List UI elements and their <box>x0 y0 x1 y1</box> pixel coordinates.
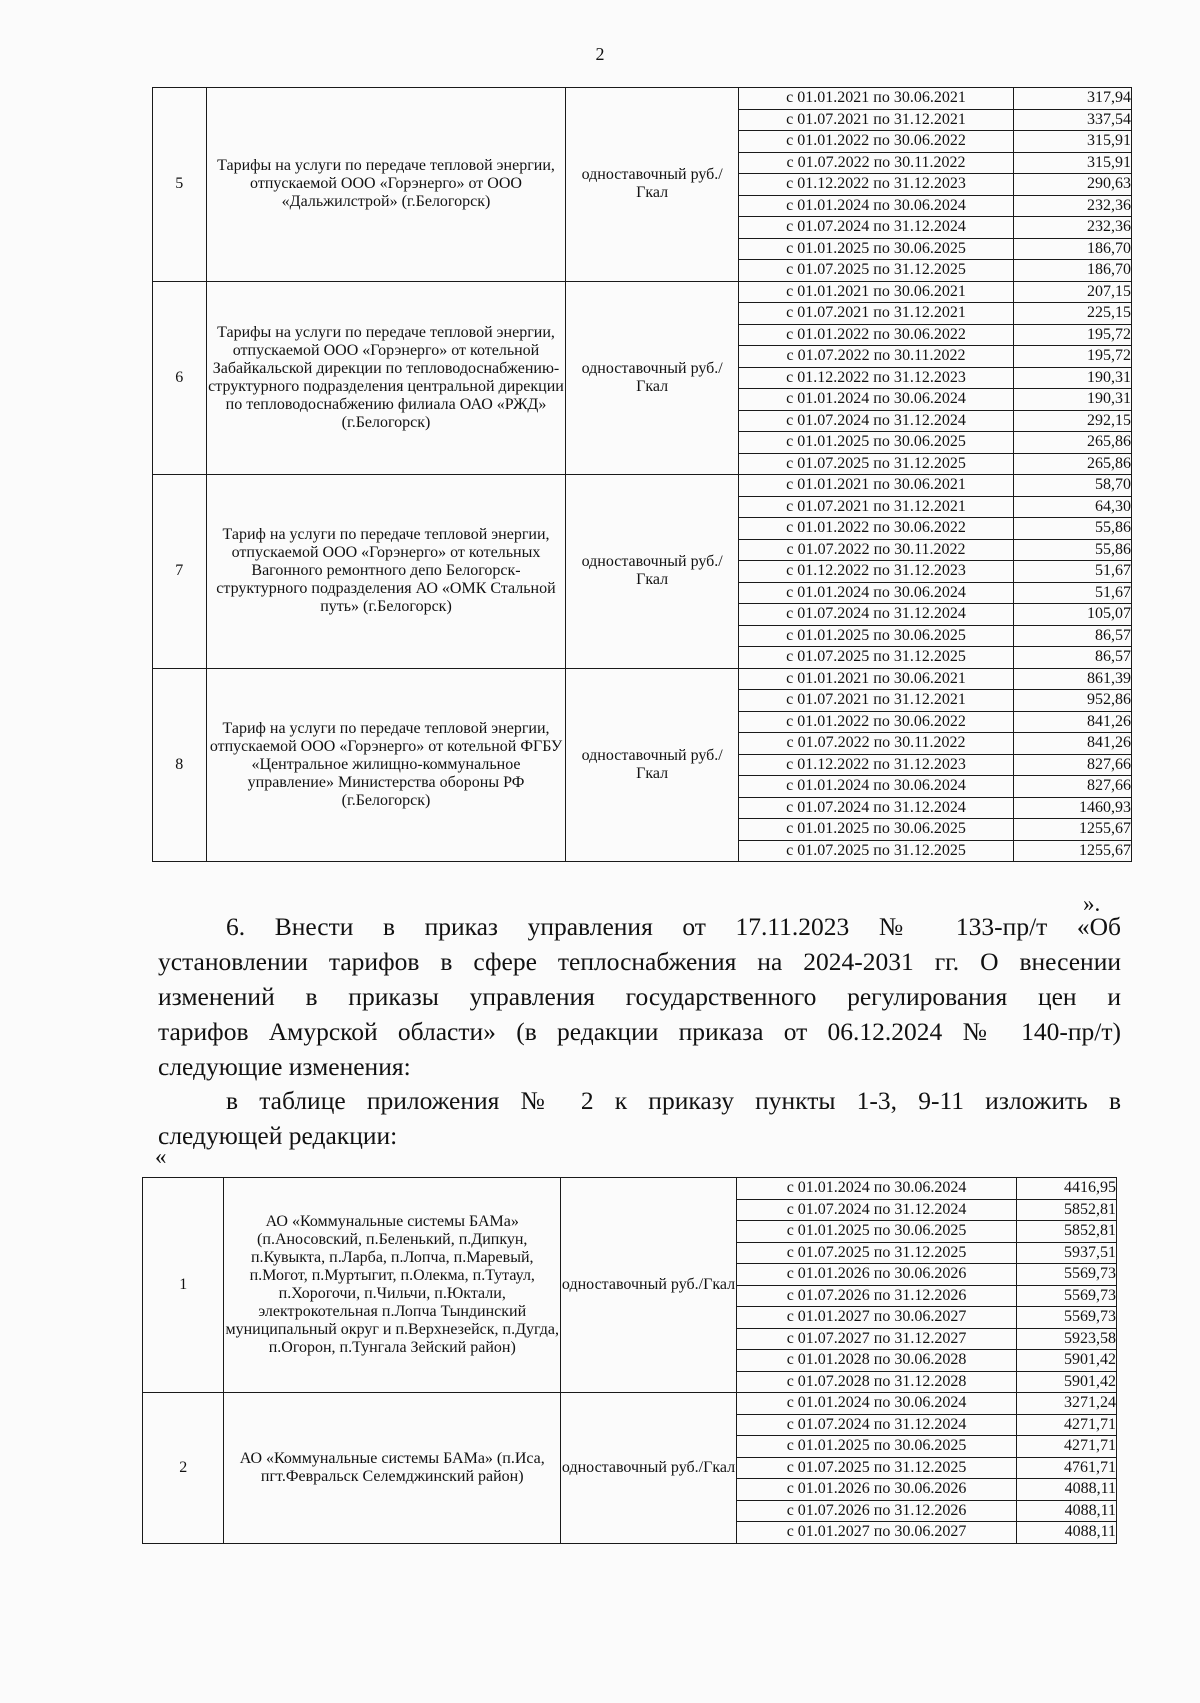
tariff-period: с 01.01.2025 по 30.06.2025 <box>736 1436 1016 1458</box>
tariff-period: с 01.07.2025 по 31.12.2025 <box>738 840 1013 862</box>
tariff-value: 195,72 <box>1014 346 1132 368</box>
tariff-value: 861,39 <box>1014 668 1132 690</box>
tariff-period: с 01.12.2022 по 31.12.2023 <box>738 754 1013 776</box>
tariff-value: 1460,93 <box>1014 797 1132 819</box>
tariff-value: 4416,95 <box>1017 1178 1117 1200</box>
tariff-period: с 01.01.2025 по 30.06.2025 <box>736 1221 1016 1243</box>
tariff-period: с 01.07.2021 по 31.12.2021 <box>738 496 1013 518</box>
tariff-period: с 01.01.2027 по 30.06.2027 <box>736 1522 1016 1544</box>
tariff-period: с 01.01.2021 по 30.06.2021 <box>738 281 1013 303</box>
tariff-value: 186,70 <box>1014 238 1132 260</box>
tariff-unit: одноставочный руб./Гкал <box>561 1393 737 1544</box>
tariff-period: с 01.07.2027 по 31.12.2027 <box>736 1328 1016 1350</box>
tariff-period: с 01.07.2025 по 31.12.2025 <box>738 260 1013 282</box>
tariff-value: 5852,81 <box>1017 1221 1117 1243</box>
tariff-value: 5901,42 <box>1017 1350 1117 1372</box>
tariff-value: 186,70 <box>1014 260 1132 282</box>
tariff-period: с 01.07.2028 по 31.12.2028 <box>736 1371 1016 1393</box>
tariff-period: с 01.07.2022 по 30.11.2022 <box>738 346 1013 368</box>
tariff-value: 841,26 <box>1014 733 1132 755</box>
tariff-period: с 01.07.2022 по 30.11.2022 <box>738 733 1013 755</box>
row-number: 7 <box>153 475 207 669</box>
tariff-period: с 01.01.2024 по 30.06.2024 <box>736 1178 1016 1200</box>
tariff-value: 4088,11 <box>1017 1522 1117 1544</box>
tariff-period: с 01.07.2024 по 31.12.2024 <box>736 1414 1016 1436</box>
tariff-period: с 01.07.2025 по 31.12.2025 <box>738 647 1013 669</box>
tariff-period: с 01.01.2028 по 30.06.2028 <box>736 1350 1016 1372</box>
tariff-table-b <box>142 1177 1117 1544</box>
tariff-description: Тариф на услуги по передаче тепловой энергии, отпускаемой ООО «Горэнерго» от котельных Вагонного ремонтного депо Белогорск-структурного подразделения АО «ОМК Стальной путь» (г.Белогорск) <box>206 475 566 669</box>
tariff-unit: одноставочный руб./Гкал <box>566 668 738 862</box>
tariff-period: с 01.01.2021 по 30.06.2021 <box>738 668 1013 690</box>
paragraph-line: следующей редакции: <box>158 1121 398 1150</box>
tariff-value: 317,94 <box>1014 88 1132 110</box>
tariff-value: 207,15 <box>1014 281 1132 303</box>
tariff-period: с 01.01.2025 по 30.06.2025 <box>738 238 1013 260</box>
tariff-value: 55,86 <box>1014 539 1132 561</box>
tariff-period: с 01.01.2025 по 30.06.2025 <box>738 625 1013 647</box>
tariff-value: 55,86 <box>1014 518 1132 540</box>
tariff-period: с 01.07.2024 по 31.12.2024 <box>738 604 1013 626</box>
tariff-description: Тарифы на услуги по передаче тепловой энергии, отпускаемой ООО «Горэнерго» от котельной Забайкальской дирекции по тепловодоснабжению- структурного подразделения центральной дирекции по тепловодоснабжению филиала ОАО «РЖД» (г.Белогорск) <box>206 281 566 475</box>
tariff-value: 190,31 <box>1014 389 1132 411</box>
tariff-period: с 01.07.2022 по 30.11.2022 <box>738 152 1013 174</box>
tariff-table-a <box>152 87 1132 862</box>
tariff-value: 5937,51 <box>1017 1242 1117 1264</box>
tariff-value: 5569,73 <box>1017 1264 1117 1286</box>
tariff-period: с 01.01.2024 по 30.06.2024 <box>736 1393 1016 1415</box>
tariff-period: с 01.07.2024 по 31.12.2024 <box>738 797 1013 819</box>
tariff-value: 51,67 <box>1014 582 1132 604</box>
tariff-value: 86,57 <box>1014 625 1132 647</box>
tariff-period: с 01.07.2021 по 31.12.2021 <box>738 303 1013 325</box>
tariff-period: с 01.01.2022 по 30.06.2022 <box>738 711 1013 733</box>
paragraph-line: следующие изменения: <box>158 1052 411 1081</box>
tariff-value: 290,63 <box>1014 174 1132 196</box>
row-number: 5 <box>153 88 207 282</box>
tariff-period: с 01.01.2026 по 30.06.2026 <box>736 1479 1016 1501</box>
tariff-value: 3271,24 <box>1017 1393 1117 1415</box>
tariff-value: 827,66 <box>1014 754 1132 776</box>
tariff-period: с 01.01.2022 по 30.06.2022 <box>738 518 1013 540</box>
tariff-unit: одноставочный руб./Гкал <box>566 475 738 669</box>
tariff-unit: одноставочный руб./Гкал <box>561 1178 737 1393</box>
paragraph-line: изменений в приказы управления государственного регулирования цен и <box>158 982 1121 1011</box>
tariff-value: 4761,71 <box>1017 1457 1117 1479</box>
table-row <box>143 1178 1117 1200</box>
tariff-value: 315,91 <box>1014 131 1132 153</box>
tariff-value: 64,30 <box>1014 496 1132 518</box>
tariff-period: с 01.07.2024 по 31.12.2024 <box>736 1199 1016 1221</box>
tariff-table-b-body <box>143 1178 1117 1544</box>
tariff-period: с 01.01.2027 по 30.06.2027 <box>736 1307 1016 1329</box>
tariff-period: с 01.07.2024 по 31.12.2024 <box>738 217 1013 239</box>
tariff-value: 5901,42 <box>1017 1371 1117 1393</box>
tariff-value: 5923,58 <box>1017 1328 1117 1350</box>
tariff-value: 1255,67 <box>1014 819 1132 841</box>
tariff-value: 190,31 <box>1014 367 1132 389</box>
tariff-value: 232,36 <box>1014 195 1132 217</box>
paragraph-line: установлении тарифов в сфере теплоснабжения на 2024-2031 гг. О внесении <box>158 947 1121 976</box>
tariff-period: с 01.07.2026 по 31.12.2026 <box>736 1500 1016 1522</box>
table-row <box>143 1393 1117 1415</box>
tariff-period: с 01.12.2022 по 31.12.2023 <box>738 561 1013 583</box>
tariff-period: с 01.07.2025 по 31.12.2025 <box>738 453 1013 475</box>
tariff-period: с 01.01.2022 по 30.06.2022 <box>738 324 1013 346</box>
tariff-period: с 01.01.2022 по 30.06.2022 <box>738 131 1013 153</box>
tariff-value: 5569,73 <box>1017 1285 1117 1307</box>
tariff-table-a-body <box>153 88 1132 862</box>
tariff-value: 4271,71 <box>1017 1414 1117 1436</box>
row-number: 1 <box>143 1178 224 1393</box>
tariff-description: АО «Коммунальные системы БАМа» (п.Иса, пгт.Февральск Селемджинский район) <box>224 1393 561 1544</box>
paragraph-line: тарифов Амурской области» (в редакции приказа от 06.12.2024 № 140-пр/т) <box>158 1017 1121 1046</box>
paragraph-amendment <box>158 909 1121 1084</box>
tariff-period: с 01.12.2022 по 31.12.2023 <box>738 367 1013 389</box>
paragraph-line: 6. Внести в приказ управления от 17.11.2023 № 133-пр/т «Об <box>226 912 1121 941</box>
tariff-value: 51,67 <box>1014 561 1132 583</box>
row-number: 6 <box>153 281 207 475</box>
tariff-description: Тариф на услуги по передаче тепловой энергии, отпускаемой ООО «Горэнерго» от котельной ФГБУ «Центральное жилищно-коммунальное управление» Министерства обороны РФ (г.Белогорск) <box>206 668 566 862</box>
tariff-value: 225,15 <box>1014 303 1132 325</box>
table-row <box>153 668 1132 690</box>
tariff-period: с 01.01.2024 по 30.06.2024 <box>738 195 1013 217</box>
row-number: 2 <box>143 1393 224 1544</box>
table-row <box>153 475 1132 497</box>
tariff-value: 337,54 <box>1014 109 1132 131</box>
tariff-period: с 01.01.2026 по 30.06.2026 <box>736 1264 1016 1286</box>
tariff-value: 4088,11 <box>1017 1500 1117 1522</box>
tariff-value: 5852,81 <box>1017 1199 1117 1221</box>
tariff-period: с 01.07.2022 по 30.11.2022 <box>738 539 1013 561</box>
tariff-period: с 01.07.2021 по 31.12.2021 <box>738 109 1013 131</box>
tariff-value: 265,86 <box>1014 432 1132 454</box>
paragraph-line: в таблице приложения № 2 к приказу пункты 1-3, 9-11 изложить в <box>226 1086 1121 1115</box>
tariff-period: с 01.01.2021 по 30.06.2021 <box>738 475 1013 497</box>
tariff-period: с 01.12.2022 по 31.12.2023 <box>738 174 1013 196</box>
tariff-period: с 01.01.2025 по 30.06.2025 <box>738 432 1013 454</box>
tariff-period: с 01.07.2026 по 31.12.2026 <box>736 1285 1016 1307</box>
tariff-description: Тарифы на услуги по передаче тепловой энергии, отпускаемой ООО «Горэнерго» от ООО «Дальжилстрой» (г.Белогорск) <box>206 88 566 282</box>
tariff-value: 195,72 <box>1014 324 1132 346</box>
tariff-value: 292,15 <box>1014 410 1132 432</box>
tariff-value: 232,36 <box>1014 217 1132 239</box>
tariff-period: с 01.01.2024 по 30.06.2024 <box>738 389 1013 411</box>
tariff-value: 4088,11 <box>1017 1479 1117 1501</box>
tariff-value: 86,57 <box>1014 647 1132 669</box>
row-number: 8 <box>153 668 207 862</box>
tariff-value: 841,26 <box>1014 711 1132 733</box>
tariff-period: с 01.07.2025 по 31.12.2025 <box>736 1457 1016 1479</box>
tariff-period: с 01.01.2024 по 30.06.2024 <box>738 582 1013 604</box>
tariff-value: 1255,67 <box>1014 840 1132 862</box>
tariff-period: с 01.07.2024 по 31.12.2024 <box>738 410 1013 432</box>
tariff-value: 105,07 <box>1014 604 1132 626</box>
page-number: 2 <box>595 44 605 64</box>
tariff-period: с 01.07.2021 по 31.12.2021 <box>738 690 1013 712</box>
tariff-value: 5569,73 <box>1017 1307 1117 1329</box>
tariff-value: 952,86 <box>1014 690 1132 712</box>
opening-quote: « <box>155 1144 167 1169</box>
tariff-value: 827,66 <box>1014 776 1132 798</box>
paragraph-table-instruction <box>158 1083 1121 1153</box>
table-row <box>153 281 1132 303</box>
tariff-value: 265,86 <box>1014 453 1132 475</box>
tariff-period: с 01.01.2024 по 30.06.2024 <box>738 776 1013 798</box>
closing-quote: ». <box>1083 891 1101 916</box>
tariff-value: 315,91 <box>1014 152 1132 174</box>
tariff-unit: одноставочный руб./Гкал <box>566 281 738 475</box>
tariff-period: с 01.01.2025 по 30.06.2025 <box>738 819 1013 841</box>
tariff-description: АО «Коммунальные системы БАМа» (п.Аносовский, п.Беленький, п.Дипкун, п.Кувыкта, п.Ларба, п.Лопча, п.Маревый, п.Могот, п.Муртыгит, п.Олекма, п.Тутаул, п.Хорогочи, п.Чильчи, п.Юктали, электрокотельная п.Лопча Тындинский муниципальный округ и п.Верхнезейск, п.Дугда, п.Огорон, п.Тунгала Зейский район) <box>224 1178 561 1393</box>
tariff-value: 4271,71 <box>1017 1436 1117 1458</box>
tariff-period: с 01.07.2025 по 31.12.2025 <box>736 1242 1016 1264</box>
tariff-value: 58,70 <box>1014 475 1132 497</box>
tariff-period: с 01.01.2021 по 30.06.2021 <box>738 88 1013 110</box>
table-row <box>153 88 1132 110</box>
tariff-unit: одноставочный руб./Гкал <box>566 88 738 282</box>
